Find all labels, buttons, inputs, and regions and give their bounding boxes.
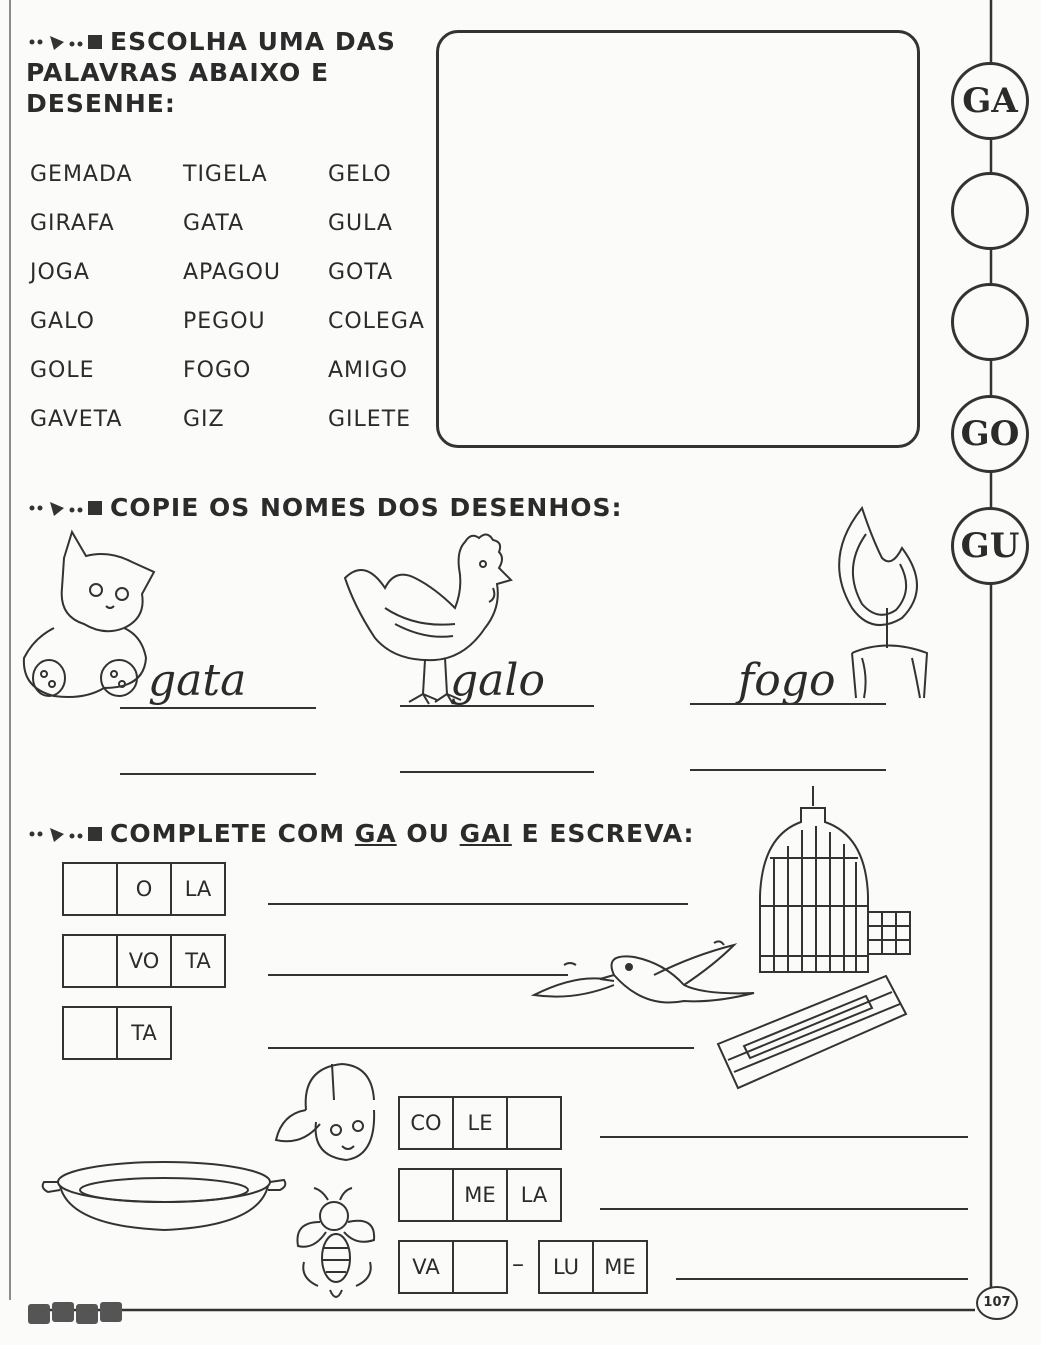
- word-list: [30, 162, 440, 456]
- word: GIZ: [183, 407, 225, 432]
- drawing-box[interactable]: [436, 30, 920, 448]
- syllable-circle-gu: GU: [951, 507, 1029, 585]
- word: GATA: [183, 211, 245, 236]
- syllable-circle-empty-2: [951, 283, 1029, 361]
- answer-line-1[interactable]: [268, 903, 688, 905]
- heading-text-part: E ESCREVA:: [511, 819, 695, 848]
- answer-line-4[interactable]: [600, 1136, 968, 1138]
- word: GOLE: [30, 358, 95, 383]
- word: FOGO: [183, 358, 252, 383]
- word: GAVETA: [30, 407, 123, 432]
- syllable-cell: TA: [116, 1006, 172, 1060]
- bullet-icon: [26, 498, 106, 518]
- blank-cell[interactable]: [398, 1168, 454, 1222]
- word: JOGA: [30, 260, 90, 285]
- word: GULA: [328, 211, 393, 236]
- example-line-3: [690, 703, 886, 705]
- section2-heading: [26, 492, 623, 523]
- word: GEMADA: [30, 162, 133, 187]
- word: APAGOU: [183, 260, 282, 285]
- word-row: [30, 309, 440, 358]
- page-number: 107: [976, 1286, 1018, 1320]
- firefly-drawing: [290, 1186, 390, 1304]
- syllable-circle-ga: GA: [951, 62, 1029, 140]
- heading-option-ga: GA: [354, 819, 397, 848]
- answer-line-3[interactable]: [268, 1047, 694, 1049]
- word-row: [30, 211, 440, 260]
- bullet-icon: [26, 32, 106, 52]
- word: GELO: [328, 162, 392, 187]
- copy-line-1[interactable]: [120, 773, 316, 775]
- example-word-gata: gata: [148, 655, 247, 706]
- word-row: [30, 162, 440, 211]
- syllable-cell: LE: [452, 1096, 508, 1150]
- heading-text-part: COMPLETE COM: [110, 819, 355, 848]
- syllable-cell: O: [116, 862, 172, 916]
- word: AMIGO: [328, 358, 408, 383]
- section1-heading: [26, 26, 396, 119]
- example-word-galo: galo: [450, 655, 545, 706]
- syllable-cell: CO: [398, 1096, 454, 1150]
- syllable-cell: ME: [592, 1240, 648, 1294]
- syllable-cell: LU: [538, 1240, 594, 1294]
- word-row: [30, 358, 440, 407]
- heading-line-3: DESENHE:: [26, 89, 176, 118]
- example-word-fogo: fogo: [738, 655, 836, 706]
- blank-cell[interactable]: [506, 1096, 562, 1150]
- blank-cell[interactable]: [62, 1006, 118, 1060]
- word: TIGELA: [183, 162, 268, 187]
- word-row: [30, 260, 440, 309]
- copy-line-3[interactable]: [690, 769, 886, 771]
- syllable-row-6-right: [538, 1240, 648, 1294]
- section3-heading: [26, 818, 695, 849]
- word: GIRAFA: [30, 211, 115, 236]
- footer-blocks-decoration: [28, 1300, 128, 1326]
- example-line-2: [400, 705, 594, 707]
- word-row: [30, 407, 440, 456]
- answer-line-5[interactable]: [600, 1208, 968, 1210]
- blank-cell[interactable]: [62, 862, 118, 916]
- syllable-cell: TA: [170, 934, 226, 988]
- syllable-cell: VA: [398, 1240, 454, 1294]
- syllable-row-1: [62, 862, 226, 916]
- heading-option-gai: GAI: [459, 819, 512, 848]
- word: GILETE: [328, 407, 412, 432]
- syllable-row-3: [62, 1006, 172, 1060]
- syllable-circle-go: GO: [951, 395, 1029, 473]
- word: GOTA: [328, 260, 394, 285]
- syllable-cell: LA: [170, 862, 226, 916]
- syllable-row-6-left: [398, 1240, 508, 1294]
- pan-drawing: [40, 1156, 288, 1236]
- candle-drawing: [832, 508, 942, 703]
- syllable-cell: LA: [506, 1168, 562, 1222]
- birdcage-drawing: [756, 786, 916, 976]
- heading-line-1: ESCOLHA UMA DAS: [110, 27, 396, 56]
- copy-line-2[interactable]: [400, 771, 594, 773]
- syllable-row-2: [62, 934, 226, 988]
- section2-heading-text: COPIE OS NOMES DOS DESENHOS:: [110, 493, 623, 522]
- heading-text-part: OU: [396, 819, 460, 848]
- blank-cell[interactable]: [452, 1240, 508, 1294]
- answer-line-6[interactable]: [676, 1278, 968, 1280]
- syllable-cell: ME: [452, 1168, 508, 1222]
- boy-cap-drawing: [272, 1060, 380, 1164]
- cat-drawing: [14, 528, 164, 703]
- example-line-1: [120, 707, 316, 709]
- word: COLEGA: [328, 309, 425, 334]
- word: GALO: [30, 309, 95, 334]
- syllable-cell: VO: [116, 934, 172, 988]
- hyphen: –: [512, 1250, 524, 1278]
- blank-cell[interactable]: [62, 934, 118, 988]
- word: PEGOU: [183, 309, 266, 334]
- syllable-circle-empty-1: [951, 172, 1029, 250]
- syllable-row-5: [398, 1168, 562, 1222]
- bullet-icon: [26, 824, 106, 844]
- syllable-row-4: [398, 1096, 562, 1150]
- heading-line-2: PALAVRAS ABAIXO E: [26, 58, 330, 87]
- harmonica-drawing: [716, 972, 916, 1096]
- answer-line-2[interactable]: [268, 974, 568, 976]
